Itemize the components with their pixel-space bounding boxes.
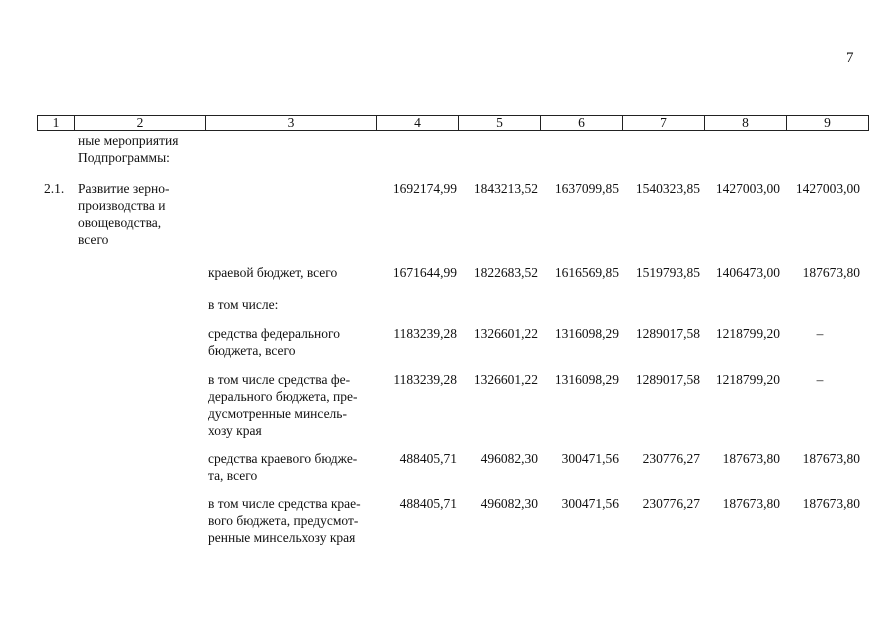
row-name-line: Развитие зерно- — [78, 181, 170, 196]
funding-source-line: бюджета, всего — [208, 343, 296, 358]
col-header-5: 5 — [459, 116, 541, 131]
value-cell: – — [816, 372, 824, 387]
funding-source-line: дусмотренные минсель- — [208, 406, 347, 421]
column-header-row — [37, 115, 869, 131]
value-cell: 187673,80 — [722, 496, 780, 511]
value-cell: 1316098,29 — [554, 372, 619, 387]
continued-name-line-2: Подпрограммы: — [78, 150, 170, 165]
col-header-9: 9 — [787, 116, 869, 131]
value-cell: 1326601,22 — [473, 372, 538, 387]
value-cell: 1692174,99 — [392, 181, 457, 196]
value-cell: 1289017,58 — [635, 326, 700, 341]
value-cell: 1218799,20 — [715, 326, 780, 341]
page-number: 7 — [846, 50, 854, 66]
value-cell: 1427003,00 — [715, 181, 780, 196]
value-cell: 230776,27 — [642, 496, 700, 511]
value-cell: 1427003,00 — [795, 181, 860, 196]
value-cell: 187673,80 — [722, 451, 780, 466]
value-cell: 1326601,22 — [473, 326, 538, 341]
col-header-8: 8 — [705, 116, 787, 131]
value-cell: 1183239,28 — [393, 372, 457, 387]
value-cell: 1218799,20 — [715, 372, 780, 387]
row-number: 2.1. — [44, 181, 65, 196]
value-cell: 1637099,85 — [554, 181, 619, 196]
value-cell: 1616569,85 — [554, 265, 619, 280]
funding-source-line: ренные минсельхозу края — [208, 530, 356, 545]
value-cell: 1843213,52 — [473, 181, 538, 196]
value-cell: 1540323,85 — [635, 181, 700, 196]
funding-source-line: в том числе: — [208, 297, 279, 312]
value-cell: 230776,27 — [642, 451, 700, 466]
funding-source-line: краевой бюджет, всего — [208, 265, 338, 280]
col-header-7: 7 — [623, 116, 705, 131]
value-cell: 488405,71 — [399, 496, 457, 511]
funding-source-line: в том числе средства крае- — [208, 496, 361, 511]
value-cell: 300471,56 — [561, 451, 619, 466]
value-cell: 1316098,29 — [554, 326, 619, 341]
funding-source-line: в том числе средства фе- — [208, 372, 351, 387]
row-name-line: овощеводства, — [78, 215, 162, 230]
value-cell: 1183239,28 — [393, 326, 457, 341]
col-header-6: 6 — [541, 116, 623, 131]
value-cell: 1822683,52 — [473, 265, 538, 280]
value-cell: – — [816, 326, 824, 341]
value-cell: 187673,80 — [802, 265, 860, 280]
value-cell: 187673,80 — [802, 451, 860, 466]
continued-name-line-1: ные мероприятия — [78, 133, 179, 148]
value-cell: 488405,71 — [399, 451, 457, 466]
value-cell: 1289017,58 — [635, 372, 700, 387]
funding-source-line: та, всего — [208, 468, 258, 483]
value-cell: 1519793,85 — [635, 265, 700, 280]
value-cell: 300471,56 — [561, 496, 619, 511]
row-name-line: всего — [78, 232, 109, 247]
funding-source-line: вого бюджета, предусмот- — [208, 513, 359, 528]
funding-source-line: хозу края — [208, 423, 262, 438]
value-cell: 496082,30 — [480, 496, 538, 511]
col-header-3: 3 — [206, 116, 377, 131]
value-cell: 496082,30 — [480, 451, 538, 466]
col-header-1: 1 — [38, 116, 75, 131]
col-header-2: 2 — [75, 116, 206, 131]
funding-source-line: средства федерального — [208, 326, 340, 341]
value-cell: 1671644,99 — [392, 265, 457, 280]
col-header-4: 4 — [377, 116, 459, 131]
row-name-line: производства и — [78, 198, 166, 213]
value-cell: 187673,80 — [802, 496, 860, 511]
funding-source-line: средства краевого бюдже- — [208, 451, 358, 466]
value-cell: 1406473,00 — [715, 265, 780, 280]
funding-source-line: дерального бюджета, пре- — [208, 389, 358, 404]
